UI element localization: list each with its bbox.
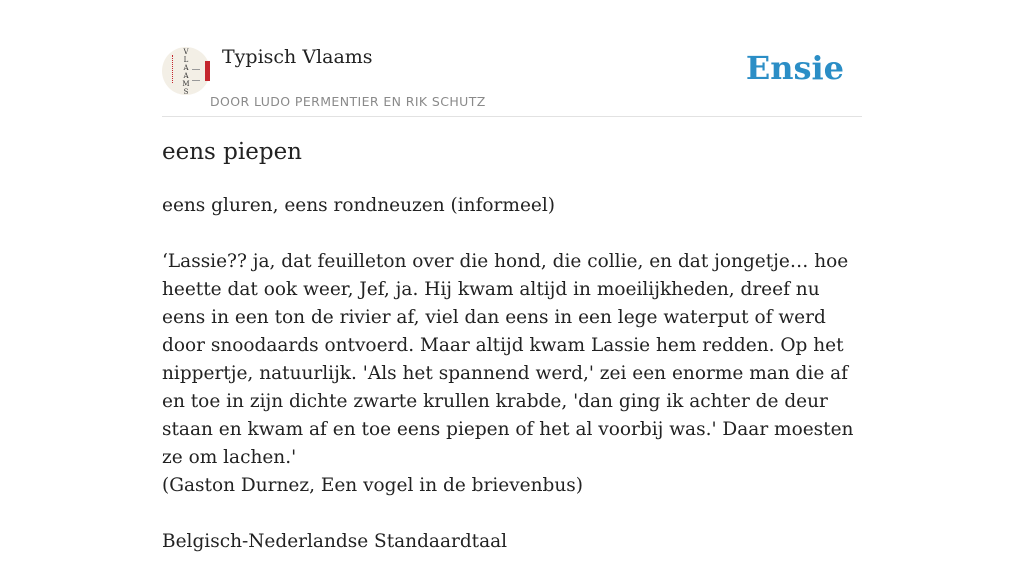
entry-headword: eens piepen	[162, 139, 302, 165]
brand-logo-link[interactable]: Ensie	[745, 49, 844, 87]
page	[162, 0, 862, 552]
entry-example-source: (Gaston Durnez, Een vogel in de brievenbus)	[162, 475, 583, 496]
logo-decoration	[192, 69, 200, 81]
entry-language-note: Belgisch-Nederlandse Standaardtaal	[162, 531, 508, 552]
logo-decoration	[172, 55, 175, 83]
entry-definition: eens gluren, eens rondneuzen (informeel)	[162, 195, 555, 216]
logo-lettering: V L A A M S	[182, 48, 190, 96]
logo-accent	[205, 61, 210, 81]
dictionary-authors: DOOR LUDO PERMENTIER EN RIK SCHUTZ	[210, 94, 486, 109]
entry-content	[162, 192, 862, 584]
dictionary-logo[interactable]	[162, 47, 210, 95]
entry-example: ‘Lassie?? ja, dat feuilleton over die hond, die collie, en dat jongetje… hoe heette dat ook weer, Jef, ja. Hij kwam altijd in moeilijkheden, dreef nu eens in een ton de rivier af, viel dan eens in een lege waterput of werd door snoodaards ontvoerd. Maar altijd kwam Lassie hem redden. Op het nippertje, natuurlijk. 'Als het spannend werd,' zei een enorme man die af en toe in zijn dichte zwarte krullen krabde, 'dan ging ik achter de deur staan en kwam af en toe eens piepen of het al voorbij was.' Daar moesten ze om lachen.'	[162, 251, 854, 468]
dictionary-title[interactable]: Typisch Vlaams	[222, 46, 373, 68]
site-header	[162, 0, 862, 117]
